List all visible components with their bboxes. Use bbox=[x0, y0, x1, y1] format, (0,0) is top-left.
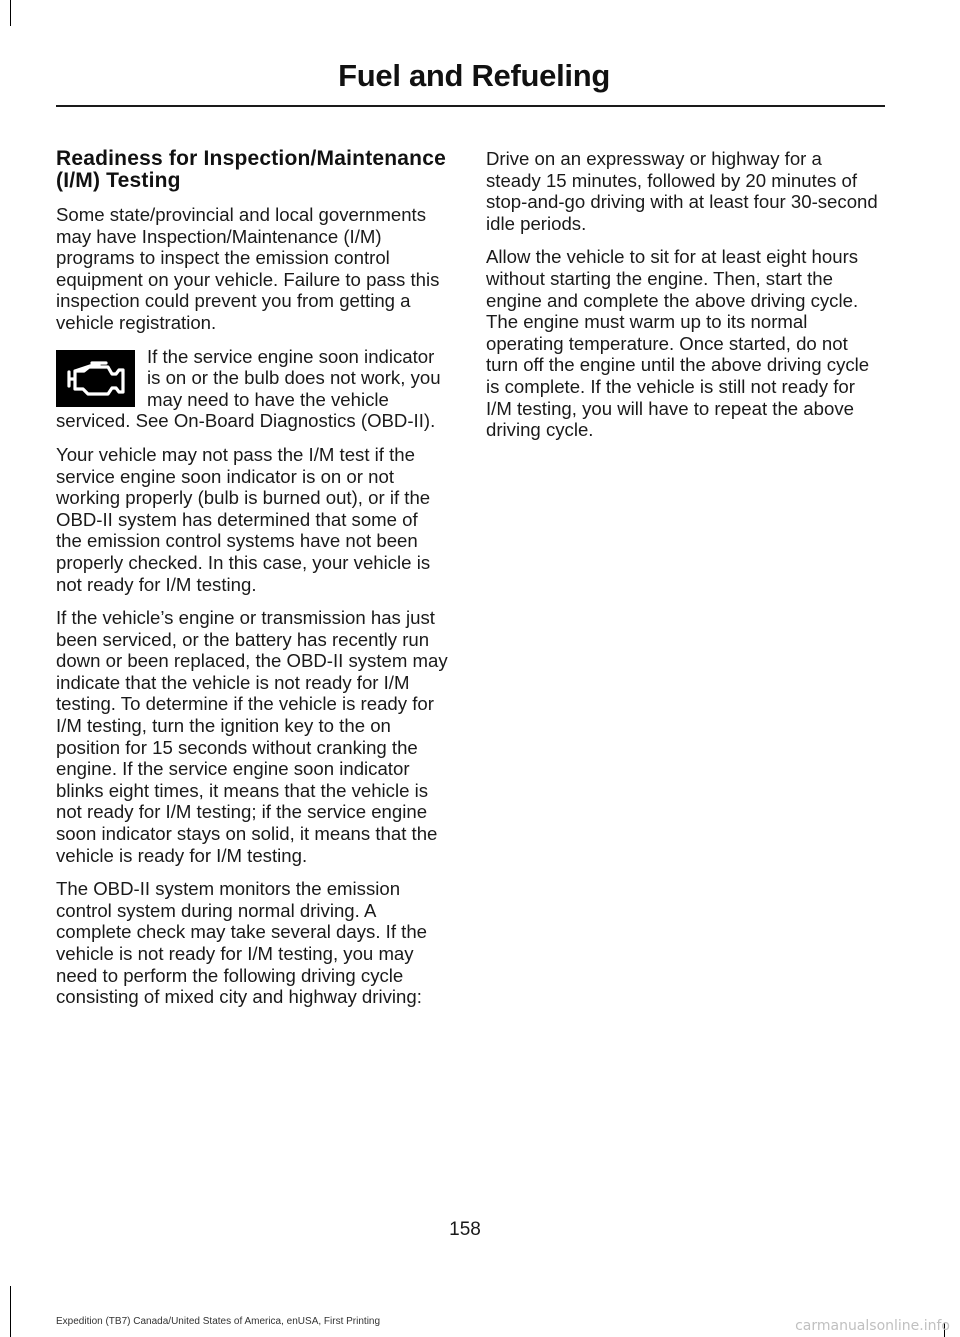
header-divider bbox=[56, 105, 885, 107]
paragraph-readiness-check: If the vehicle’s engine or transmission has just been serviced, or the battery has recently run down or been replaced, the OBD-II system may indicate that the vehicle is not ready for I/M testing. To determine if the vehicle is ready for I/M testing, turn the ignition key to the on position for 15 seconds without cranking the engine. If the service engine soon indicator blinks eight times, it means that the vehicle is not ready for I/M testing; if the service engine soon indicator stays on solid, it means that the vehicle is ready for I/M testing. bbox=[56, 607, 448, 866]
page-title: Fuel and Refueling bbox=[338, 58, 610, 93]
left-column bbox=[56, 148, 448, 1020]
paragraph-drive-cycle: Drive on an expressway or highway for a steady 15 minutes, followed by 20 minutes of stop-and-go driving with at least four 30-second idle periods. bbox=[486, 148, 878, 234]
page-number: 158 bbox=[449, 1219, 481, 1240]
crop-mark-top-left-v bbox=[10, 0, 11, 26]
paragraph-service-indicator: If the service engine soon indicator is on or the bulb does not work, you may need to have the vehicle serviced. See On-Board Diagnostics (OBD-II). bbox=[56, 345, 441, 432]
paragraph-intro: Some state/provincial and local governments may have Inspection/Maintenance (I/M) programs to inspect the emission control equipment on your vehicle. Failure to pass this inspection could prevent you from getting a vehicle registration. bbox=[56, 204, 440, 333]
crop-mark-bottom-left-v bbox=[10, 1286, 11, 1337]
section-heading: Readiness for Inspection/Maintenance (I/M) Testing bbox=[56, 147, 446, 192]
paragraph-sit-vehicle: Allow the vehicle to sit for at least eight hours without starting the engine. Then, start the engine and complete the above driving cycle. The engine must warm up to its normal operating temperature. Once started, do not turn off the engine until the above driving cycle is complete. If the vehicle is still not ready for I/M testing, you will have to repeat the above driving cycle. bbox=[486, 246, 870, 441]
service-indicator-note bbox=[56, 346, 448, 444]
watermark: carmanualsonline.info bbox=[795, 1318, 950, 1334]
paragraph-im-test: Your vehicle may not pass the I/M test if the service engine soon indicator is on or not working properly (bulb is burned out), or if the OBD-II system has determined that some of the emission control systems have not been properly checked. In this case, your vehicle is not ready for I/M testing. bbox=[56, 443, 431, 595]
paragraph-obd-monitor: The OBD-II system monitors the emission control system during normal driving. A complete check may take several days. If the vehicle is not ready for I/M testing, you may need to perform the following driving cycle consisting of mixed city and highway driving: bbox=[56, 878, 428, 1008]
footer-text: Expedition (TB7) Canada/United States of America, enUSA, First Printing bbox=[56, 1316, 381, 1327]
right-column bbox=[486, 148, 880, 453]
check-engine-icon bbox=[56, 350, 135, 407]
